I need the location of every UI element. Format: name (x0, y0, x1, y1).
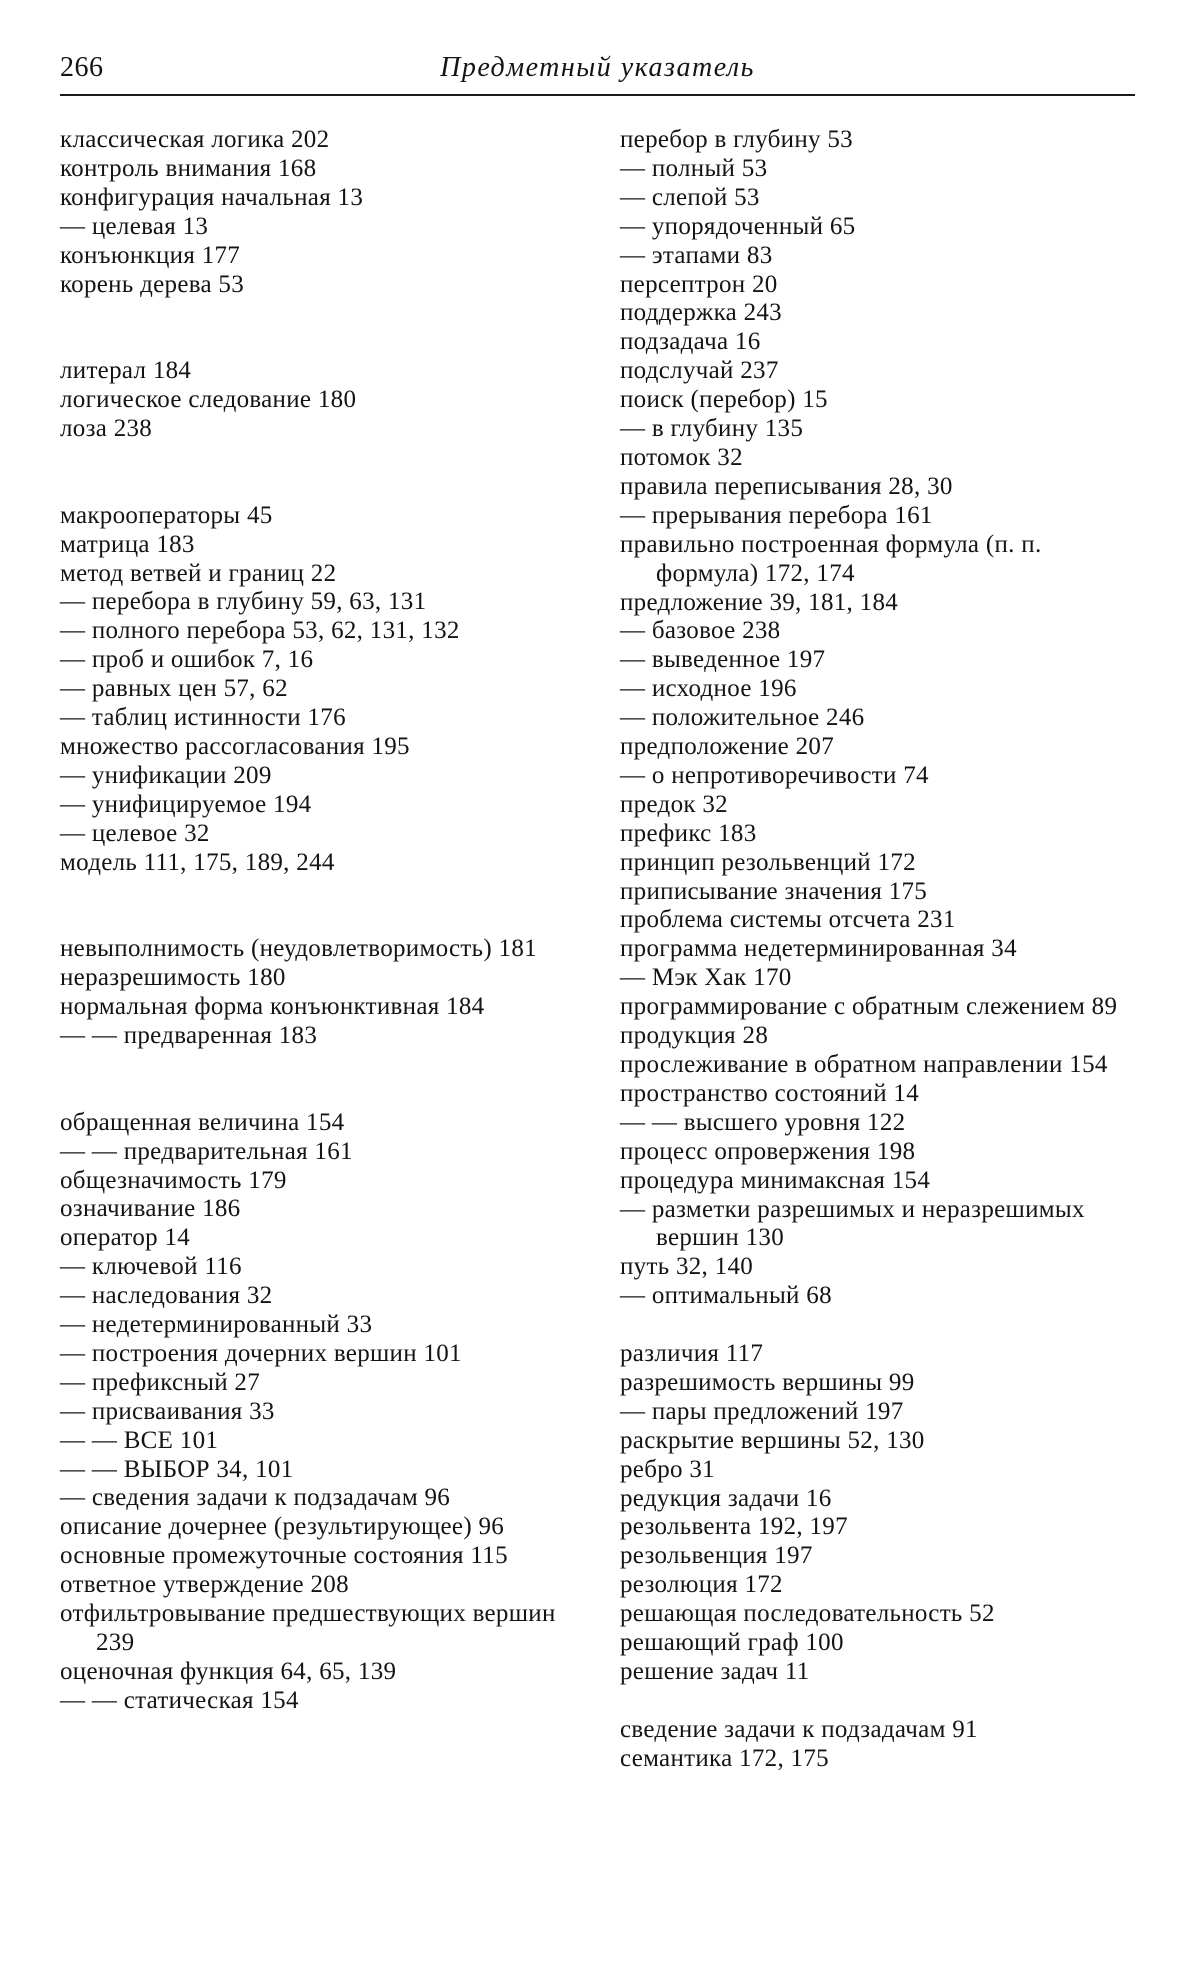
index-entry: макрооператоры 45 (60, 501, 273, 529)
index-entry: решающая последовательность 52 (620, 1600, 995, 1628)
index-entry: — — ВЫБОР 34, 101 (60, 1455, 294, 1483)
index-entry: различия 117 (620, 1340, 764, 1368)
index-entry: невыполнимость (неудовлетворимость) 181 (60, 935, 537, 963)
index-entry: — о непротиворечивости 74 (620, 761, 929, 789)
index-entry: — таблиц истинности 176 (60, 704, 346, 732)
index-entry: нормальная форма конъюнктивная 184 (60, 993, 485, 1021)
index-entry: лоза 238 (60, 415, 153, 443)
index-entry: корень дерева 53 (60, 270, 245, 298)
index-entry: персептрон 20 (620, 270, 778, 298)
index-entry: оценочная функция 64, 65, 139 (60, 1657, 397, 1685)
index-entry: — этапами 83 (620, 241, 773, 269)
index-entry: модель 111, 175, 189, 244 (60, 848, 335, 876)
index-entry: раскрытие вершины 52, 130 (620, 1426, 925, 1454)
index-entry: — положительное 246 (620, 704, 865, 732)
index-entry: — полный 53 (620, 154, 768, 182)
index-entry: — Мэк Хак 170 (620, 964, 792, 992)
index-entry: правила переписывания 28, 30 (620, 472, 953, 500)
index-entry: — построения дочерних вершин 101 (60, 1339, 462, 1367)
index-entry: предположение 207 (620, 733, 835, 761)
index-entry: резольвента 192, 197 (620, 1513, 848, 1541)
index-entry: — — статическая 154 (60, 1686, 299, 1714)
section-gap (60, 473, 590, 502)
index-entry: — базовое 238 (620, 617, 781, 645)
index-entry: ребро 31 (620, 1455, 715, 1483)
section-gap (60, 299, 590, 328)
index-entry: решающий граф 100 (620, 1629, 844, 1657)
index-entry: — присваивания 33 (60, 1397, 275, 1425)
index-entry: прослеживание в обратном направлении 154 (620, 1051, 1108, 1078)
page-number: 266 (60, 52, 104, 83)
index-entry: решение задач 11 (620, 1658, 810, 1686)
index-entry: описание дочернее (результирующее) 96 (60, 1513, 505, 1541)
index-entry: процесс опровержения 198 (620, 1137, 916, 1165)
index-entry: резольвенция 197 (620, 1542, 813, 1570)
index-entry: логическое следование 180 (60, 386, 357, 414)
index-entry: — унификации 209 (60, 761, 272, 789)
index-entry: обращенная величина 154 (60, 1108, 345, 1136)
index-entry: путь 32, 140 (620, 1253, 754, 1281)
index-entry: ответное утверждение 208 (60, 1571, 349, 1599)
index-entry: — — ВСЕ 101 (60, 1426, 219, 1454)
section-gap (60, 878, 590, 907)
index-entry: классическая логика 202 (60, 126, 330, 153)
section-gap (60, 1051, 590, 1080)
index-entry: конфигурация начальная 13 (60, 183, 364, 211)
index-entry: резолюция 172 (620, 1571, 783, 1599)
index-entry: отфильтровывание предшествующих вершин 239 (60, 1600, 556, 1656)
index-entry: префикс 183 (620, 819, 757, 847)
index-entry: основные промежуточные состояния 115 (60, 1542, 508, 1570)
index-entry: — перебора в глубину 59, 63, 131 (60, 588, 427, 616)
index-entry: контроль внимания 168 (60, 154, 317, 182)
index-entry: поддержка 243 (620, 299, 782, 327)
index-entry: матрица 183 (60, 530, 195, 558)
index-entry: — сведения задачи к подзадачам 96 (60, 1484, 451, 1512)
index-entry: — в глубину 135 (620, 415, 804, 443)
index-entry: — недетерминированный 33 (60, 1311, 373, 1339)
index-entry: — исходное 196 (620, 675, 797, 703)
index-entry: поиск (перебор) 15 (620, 386, 828, 414)
index-entry: общезначимость 179 (60, 1166, 287, 1194)
index-entry: пространство состояний 14 (620, 1079, 920, 1107)
index-entry: — — предварительная 161 (60, 1137, 353, 1165)
index-entry: редукция задачи 16 (620, 1484, 832, 1512)
section-gap (60, 1080, 590, 1109)
section-gap (620, 1687, 1150, 1716)
index-entry: — целевое 32 (60, 819, 210, 847)
index-entry: метод ветвей и границ 22 (60, 559, 337, 587)
index-entry: оператор 14 (60, 1224, 191, 1252)
index-entry: конъюнкция 177 (60, 241, 241, 269)
section-gap (60, 444, 590, 473)
index-entry: — проб и ошибок 7, 16 (60, 646, 314, 674)
index-entry: литерал 184 (60, 357, 192, 385)
index-entry: неразрешимость 180 (60, 964, 286, 992)
index-entry: — ключевой 116 (60, 1253, 242, 1281)
index-entry: потомок 32 (620, 443, 743, 471)
index-entry: продукция 28 (620, 1022, 769, 1050)
index-entry: приписывание значения 175 (620, 877, 928, 905)
index-entry: означивание 186 (60, 1195, 241, 1223)
header-rule (60, 94, 1135, 96)
index-entry: разрешимость вершины 99 (620, 1368, 915, 1396)
index-entry: — пары предложений 197 (620, 1397, 904, 1425)
index-entry: подслучай 237 (620, 357, 779, 385)
index-column-left (60, 126, 590, 1716)
running-title: Предметный указатель (440, 52, 755, 83)
section-gap (60, 906, 590, 935)
index-entry: перебор в глубину 53 (620, 126, 853, 153)
index-entry: — упорядоченный 65 (620, 212, 856, 240)
index-entry: — унифицируемое 194 (60, 790, 312, 818)
index-entry: семантика 172, 175 (620, 1744, 829, 1772)
index-entry: — — высшего уровня 122 (620, 1108, 906, 1136)
index-entry: — выведенное 197 (620, 646, 826, 674)
index-entry: — разметки разрешимых и неразрешимых вершин 130 (620, 1195, 1085, 1252)
index-entry: предок 32 (620, 790, 728, 818)
index-entry: множество рассогласования 195 (60, 732, 410, 760)
index-entry: правильно построенная формула (п. п. формула) 172, 174 (620, 530, 1042, 587)
index-column-right (620, 126, 1150, 1774)
index-entry: — — предваренная 183 (60, 1022, 318, 1049)
index-entry: — равных цен 57, 62 (60, 675, 288, 703)
index-entry: сведение задачи к подзадачам 91 (620, 1715, 978, 1743)
index-entry: — полного перебора 53, 62, 131, 132 (60, 617, 460, 645)
index-entry: программирование с обратным слежением 89 (620, 993, 1118, 1021)
index-entry: предложение 39, 181, 184 (620, 588, 899, 616)
index-entry: принцип резольвенций 172 (620, 848, 916, 876)
index-entry: подзадача 16 (620, 328, 761, 356)
index-entry: — наследования 32 (60, 1282, 273, 1310)
index-entry: — префиксный 27 (60, 1368, 261, 1396)
page-header (60, 52, 1135, 96)
index-entry: — оптимальный 68 (620, 1282, 832, 1310)
index-entry: процедура минимаксная 154 (620, 1166, 931, 1194)
section-gap (620, 1311, 1150, 1340)
index-entry: проблема системы отсчета 231 (620, 906, 956, 934)
index-entry: — слепой 53 (620, 183, 760, 211)
index-entry: — целевая 13 (60, 212, 209, 240)
section-gap (60, 328, 590, 357)
index-entry: программа недетерминированная 34 (620, 935, 1017, 963)
index-entry: — прерывания перебора 161 (620, 501, 933, 529)
